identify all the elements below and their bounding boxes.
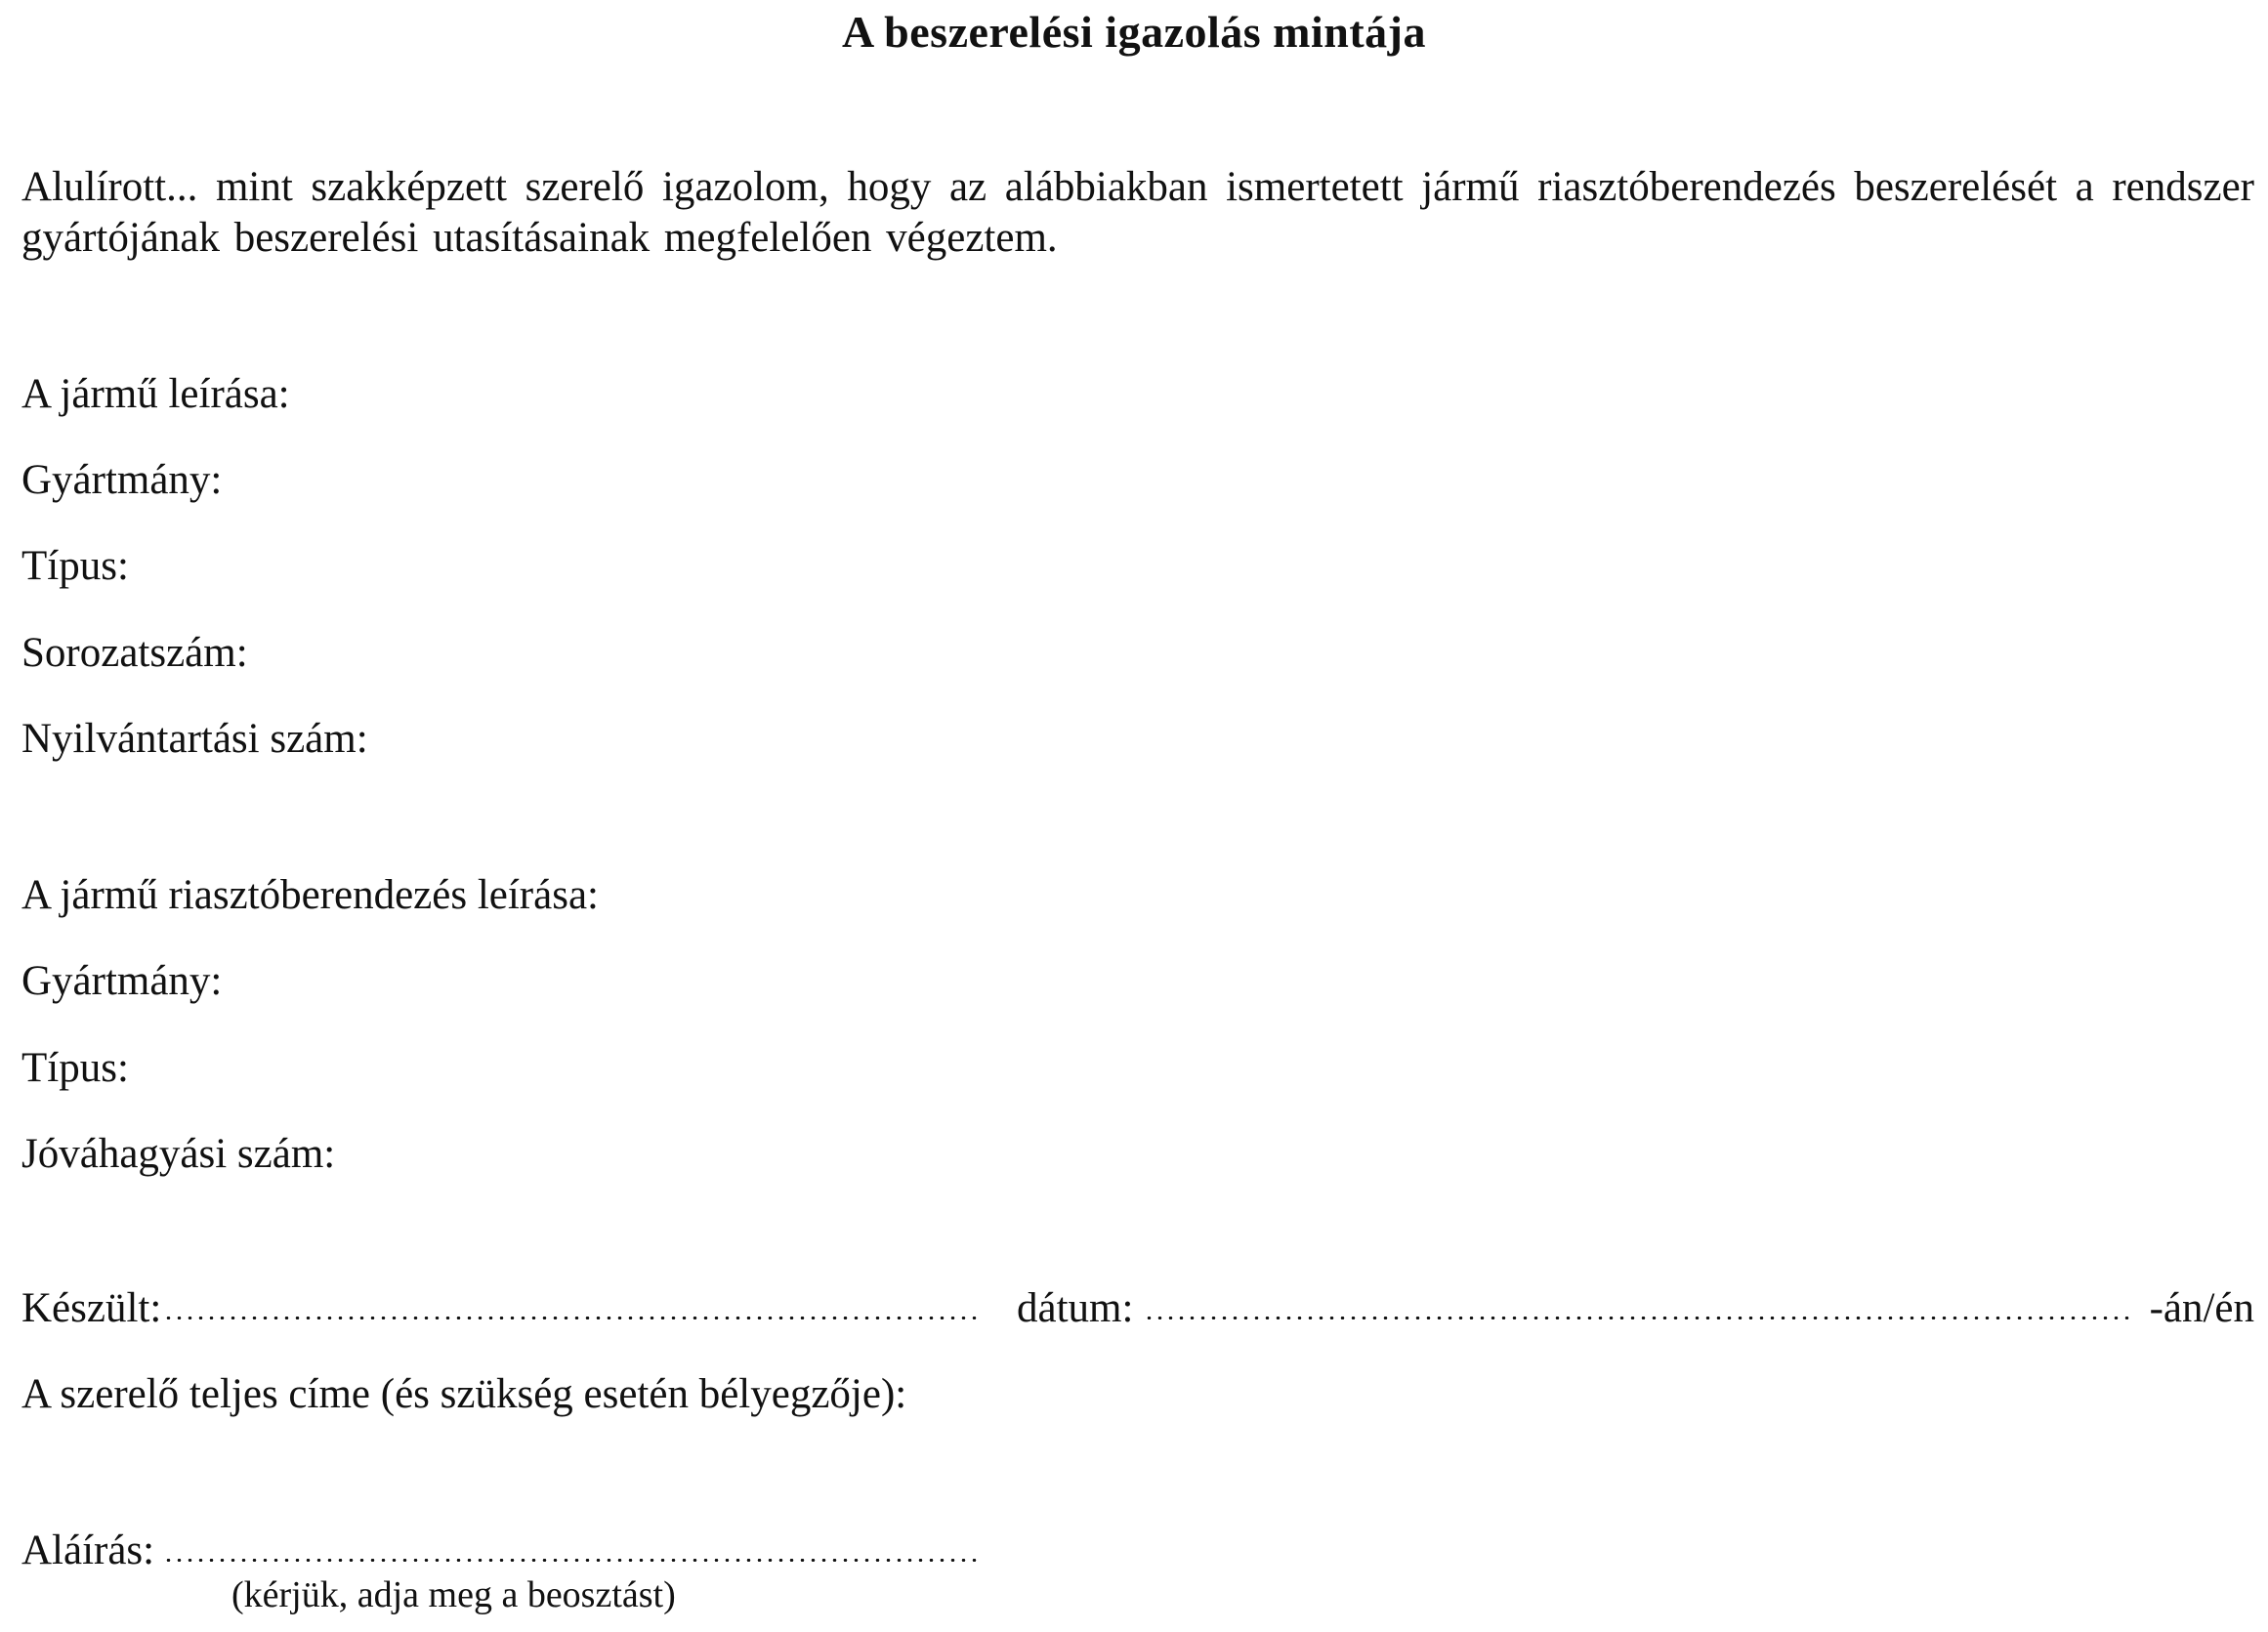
vehicle-registration-field: Nyilvántartási szám: bbox=[21, 716, 368, 762]
vehicle-make-field: Gyártmány: bbox=[21, 457, 223, 503]
completion-place-field bbox=[21, 1283, 981, 1334]
completion-date-suffix: -án/én bbox=[2149, 1285, 2254, 1331]
alarm-approval-field: Jóváhagyási szám: bbox=[21, 1131, 336, 1177]
alarm-type-field: Típus: bbox=[21, 1045, 129, 1091]
completion-place-label: Készült: bbox=[21, 1285, 162, 1331]
alarm-make-field: Gyártmány: bbox=[21, 958, 223, 1004]
completion-date-label: dátum: bbox=[1017, 1285, 1134, 1331]
signature-dotted-line bbox=[163, 1559, 981, 1562]
completion-date-dotted-line bbox=[1144, 1317, 2129, 1319]
alarm-description-heading: A jármű riasztóberendezés leírása: bbox=[21, 872, 599, 918]
completion-place-dotted-line bbox=[163, 1317, 981, 1319]
document-title: A beszerelési igazolás mintája bbox=[842, 7, 1426, 57]
completion-date-field bbox=[1017, 1283, 2254, 1334]
certificate-intro: Alulírott... mint szakképzett szerelő igazolom, hogy az alábbiakban ismertetett jármű riasztóberendezés beszerelését a rendszer gyártójának beszerelési utasításainak megfelelően végeztem. bbox=[21, 164, 2254, 261]
signature-label: Aláírás: bbox=[21, 1527, 155, 1573]
vehicle-description-heading: A jármű leírása: bbox=[21, 371, 290, 417]
installer-address-field: A szerelő teljes címe (és szükség esetén bélyegzője): bbox=[21, 1371, 907, 1417]
vehicle-type-field: Típus: bbox=[21, 543, 129, 589]
signature-note: (kérjük, adja meg a beosztást) bbox=[231, 1574, 676, 1615]
vehicle-serial-field: Sorozatszám: bbox=[21, 630, 248, 676]
signature-field bbox=[21, 1526, 981, 1576]
